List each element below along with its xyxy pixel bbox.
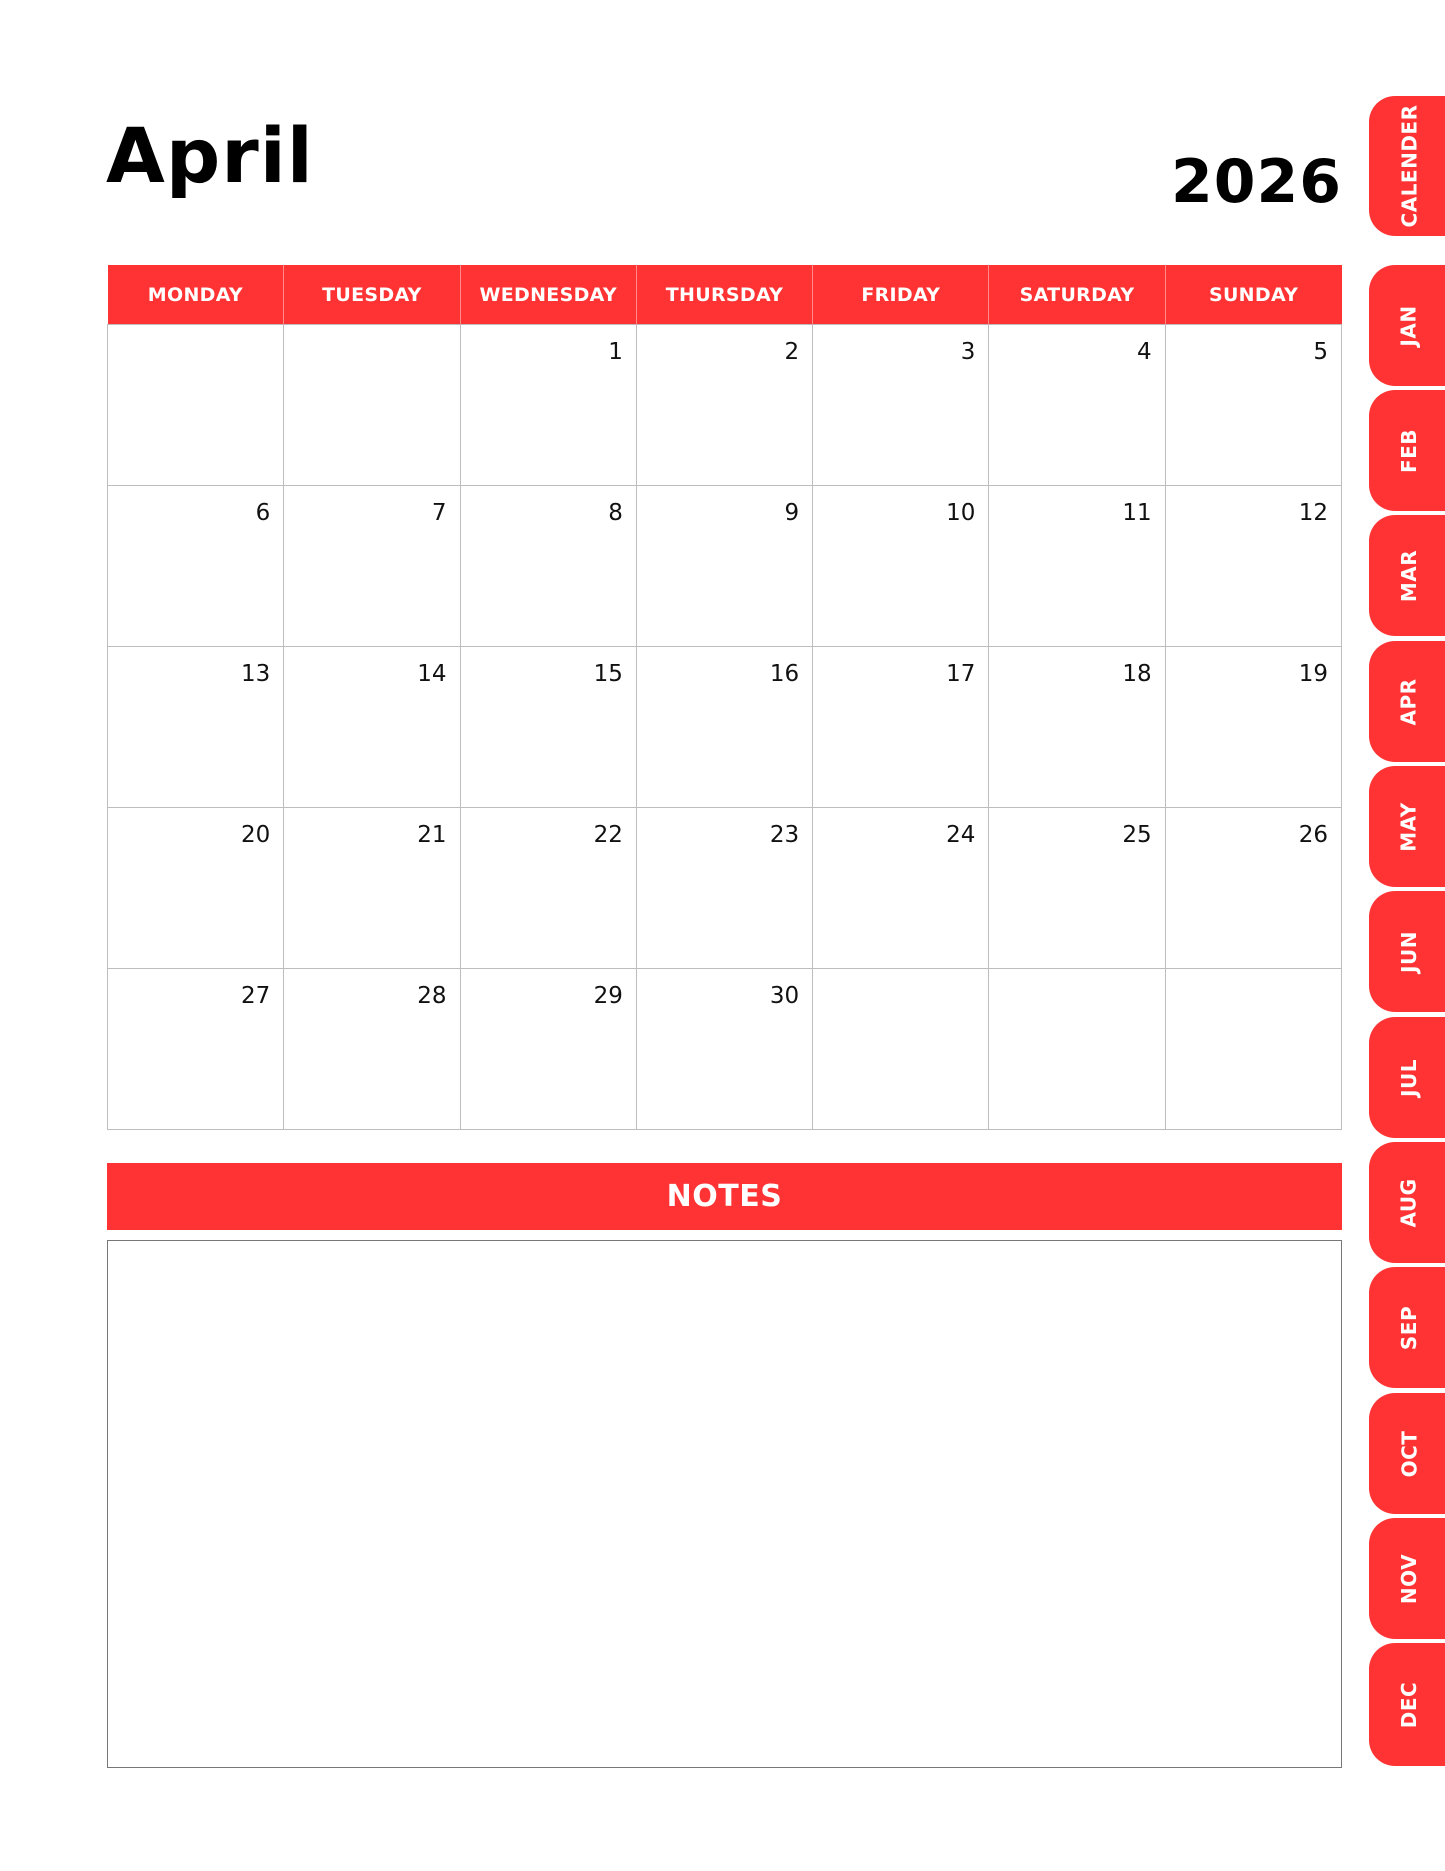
tab-label: APR bbox=[1396, 677, 1421, 726]
day-cell[interactable] bbox=[460, 325, 636, 486]
day-number: 21 bbox=[417, 822, 447, 848]
tab-mar[interactable] bbox=[1369, 515, 1445, 636]
day-cell[interactable] bbox=[108, 969, 284, 1130]
day-cell[interactable] bbox=[636, 486, 812, 647]
day-cell[interactable] bbox=[460, 969, 636, 1130]
tab-label: NOV bbox=[1397, 1553, 1421, 1604]
day-number: 15 bbox=[593, 661, 623, 687]
day-number: 22 bbox=[593, 822, 623, 848]
week-row bbox=[108, 647, 1342, 808]
tab-aug[interactable] bbox=[1369, 1142, 1445, 1263]
tab-jun[interactable] bbox=[1369, 891, 1445, 1012]
weekday-wednesday: WEDNESDAY bbox=[460, 265, 636, 325]
calendar-grid bbox=[107, 265, 1342, 1130]
weekday-thursday: THURSDAY bbox=[636, 265, 812, 325]
tab-jul[interactable] bbox=[1369, 1017, 1445, 1138]
day-number: 25 bbox=[1122, 822, 1152, 848]
tab-label: JUN bbox=[1396, 930, 1421, 973]
tab-label: DEC bbox=[1396, 1681, 1421, 1728]
day-cell[interactable] bbox=[284, 969, 460, 1130]
day-cell[interactable] bbox=[989, 647, 1165, 808]
day-number: 4 bbox=[1137, 339, 1152, 365]
day-cell[interactable] bbox=[1165, 486, 1341, 647]
day-number: 20 bbox=[241, 822, 271, 848]
tab-label: FEB bbox=[1396, 428, 1421, 473]
day-number: 7 bbox=[431, 500, 447, 526]
day-number bbox=[284, 325, 459, 339]
day-number: 26 bbox=[1298, 822, 1328, 848]
weekday-tuesday: TUESDAY bbox=[284, 265, 460, 325]
day-number: 9 bbox=[784, 500, 800, 526]
day-cell[interactable] bbox=[108, 325, 284, 486]
tab-sep[interactable] bbox=[1369, 1267, 1445, 1388]
day-cell[interactable] bbox=[108, 486, 284, 647]
day-cell[interactable] bbox=[636, 969, 812, 1130]
day-number: 28 bbox=[417, 983, 447, 1009]
day-cell[interactable] bbox=[813, 486, 989, 647]
tab-feb[interactable] bbox=[1369, 390, 1445, 511]
day-cell[interactable] bbox=[460, 808, 636, 969]
weekday-sunday: SUNDAY bbox=[1165, 265, 1341, 325]
day-cell[interactable] bbox=[284, 647, 460, 808]
day-number: 18 bbox=[1122, 661, 1152, 687]
day-number: 30 bbox=[769, 983, 800, 1009]
day-number: 27 bbox=[241, 983, 271, 1009]
weekday-header-row bbox=[108, 265, 1342, 325]
day-cell[interactable] bbox=[460, 647, 636, 808]
day-number: 14 bbox=[417, 661, 447, 687]
weekday-friday: FRIDAY bbox=[813, 265, 989, 325]
tab-label: SEP bbox=[1396, 1305, 1421, 1350]
day-cell[interactable] bbox=[989, 969, 1165, 1130]
week-row bbox=[108, 486, 1342, 647]
day-number: 8 bbox=[608, 500, 623, 526]
year-title: 2026 bbox=[1171, 147, 1342, 217]
tab-label: MAY bbox=[1396, 801, 1421, 852]
day-number: 3 bbox=[960, 339, 976, 365]
weekday-saturday: SATURDAY bbox=[989, 265, 1165, 325]
day-cell[interactable] bbox=[108, 808, 284, 969]
day-number: 16 bbox=[769, 661, 800, 687]
tab-oct[interactable] bbox=[1369, 1393, 1445, 1514]
day-cell[interactable] bbox=[813, 969, 989, 1130]
week-row bbox=[108, 808, 1342, 969]
tab-may[interactable] bbox=[1369, 766, 1445, 887]
day-cell[interactable] bbox=[636, 325, 812, 486]
day-cell[interactable] bbox=[284, 808, 460, 969]
day-number: 5 bbox=[1313, 339, 1328, 365]
tab-apr[interactable] bbox=[1369, 641, 1445, 762]
day-cell[interactable] bbox=[1165, 325, 1341, 486]
day-cell[interactable] bbox=[989, 486, 1165, 647]
tab-label: JUL bbox=[1397, 1058, 1421, 1097]
day-cell[interactable] bbox=[460, 486, 636, 647]
day-number bbox=[989, 969, 1164, 983]
tab-calender[interactable] bbox=[1369, 96, 1445, 236]
day-number: 1 bbox=[608, 339, 623, 365]
day-number bbox=[813, 969, 988, 983]
notes-area[interactable] bbox=[107, 1240, 1342, 1768]
week-row bbox=[108, 325, 1342, 486]
day-number: 19 bbox=[1298, 661, 1328, 687]
day-cell[interactable] bbox=[989, 808, 1165, 969]
day-cell[interactable] bbox=[284, 325, 460, 486]
day-number: 24 bbox=[946, 822, 976, 848]
day-number: 13 bbox=[241, 661, 271, 687]
week-row bbox=[108, 969, 1342, 1130]
tab-label: OCT bbox=[1396, 1430, 1421, 1477]
day-number: 10 bbox=[946, 500, 976, 526]
tab-label: MAR bbox=[1397, 549, 1421, 602]
day-number: 11 bbox=[1122, 500, 1152, 526]
tab-dec[interactable] bbox=[1369, 1643, 1445, 1766]
day-cell[interactable] bbox=[636, 647, 812, 808]
day-cell[interactable] bbox=[1165, 647, 1341, 808]
day-number: 29 bbox=[593, 983, 623, 1009]
day-number: 17 bbox=[946, 661, 976, 687]
day-cell[interactable] bbox=[813, 325, 989, 486]
day-cell[interactable] bbox=[1165, 969, 1341, 1130]
day-number bbox=[1166, 969, 1341, 983]
tab-jan[interactable] bbox=[1369, 265, 1445, 386]
day-cell[interactable] bbox=[284, 486, 460, 647]
day-cell[interactable] bbox=[1165, 808, 1341, 969]
day-cell[interactable] bbox=[636, 808, 812, 969]
tab-label: JAN bbox=[1396, 304, 1421, 347]
month-title: April bbox=[106, 111, 314, 200]
day-cell[interactable] bbox=[108, 647, 284, 808]
day-cell[interactable] bbox=[813, 647, 989, 808]
day-number: 23 bbox=[769, 822, 800, 848]
tab-label: AUG bbox=[1397, 1177, 1421, 1228]
day-number bbox=[108, 325, 283, 339]
day-cell[interactable] bbox=[989, 325, 1165, 486]
day-number: 6 bbox=[255, 500, 271, 526]
weekday-monday: MONDAY bbox=[108, 265, 284, 325]
day-number: 2 bbox=[784, 339, 800, 365]
day-cell[interactable] bbox=[813, 808, 989, 969]
notes-header: NOTES bbox=[107, 1163, 1342, 1230]
tab-label: CALENDER bbox=[1397, 104, 1421, 228]
day-number: 12 bbox=[1298, 500, 1328, 526]
tab-nov[interactable] bbox=[1369, 1518, 1445, 1639]
